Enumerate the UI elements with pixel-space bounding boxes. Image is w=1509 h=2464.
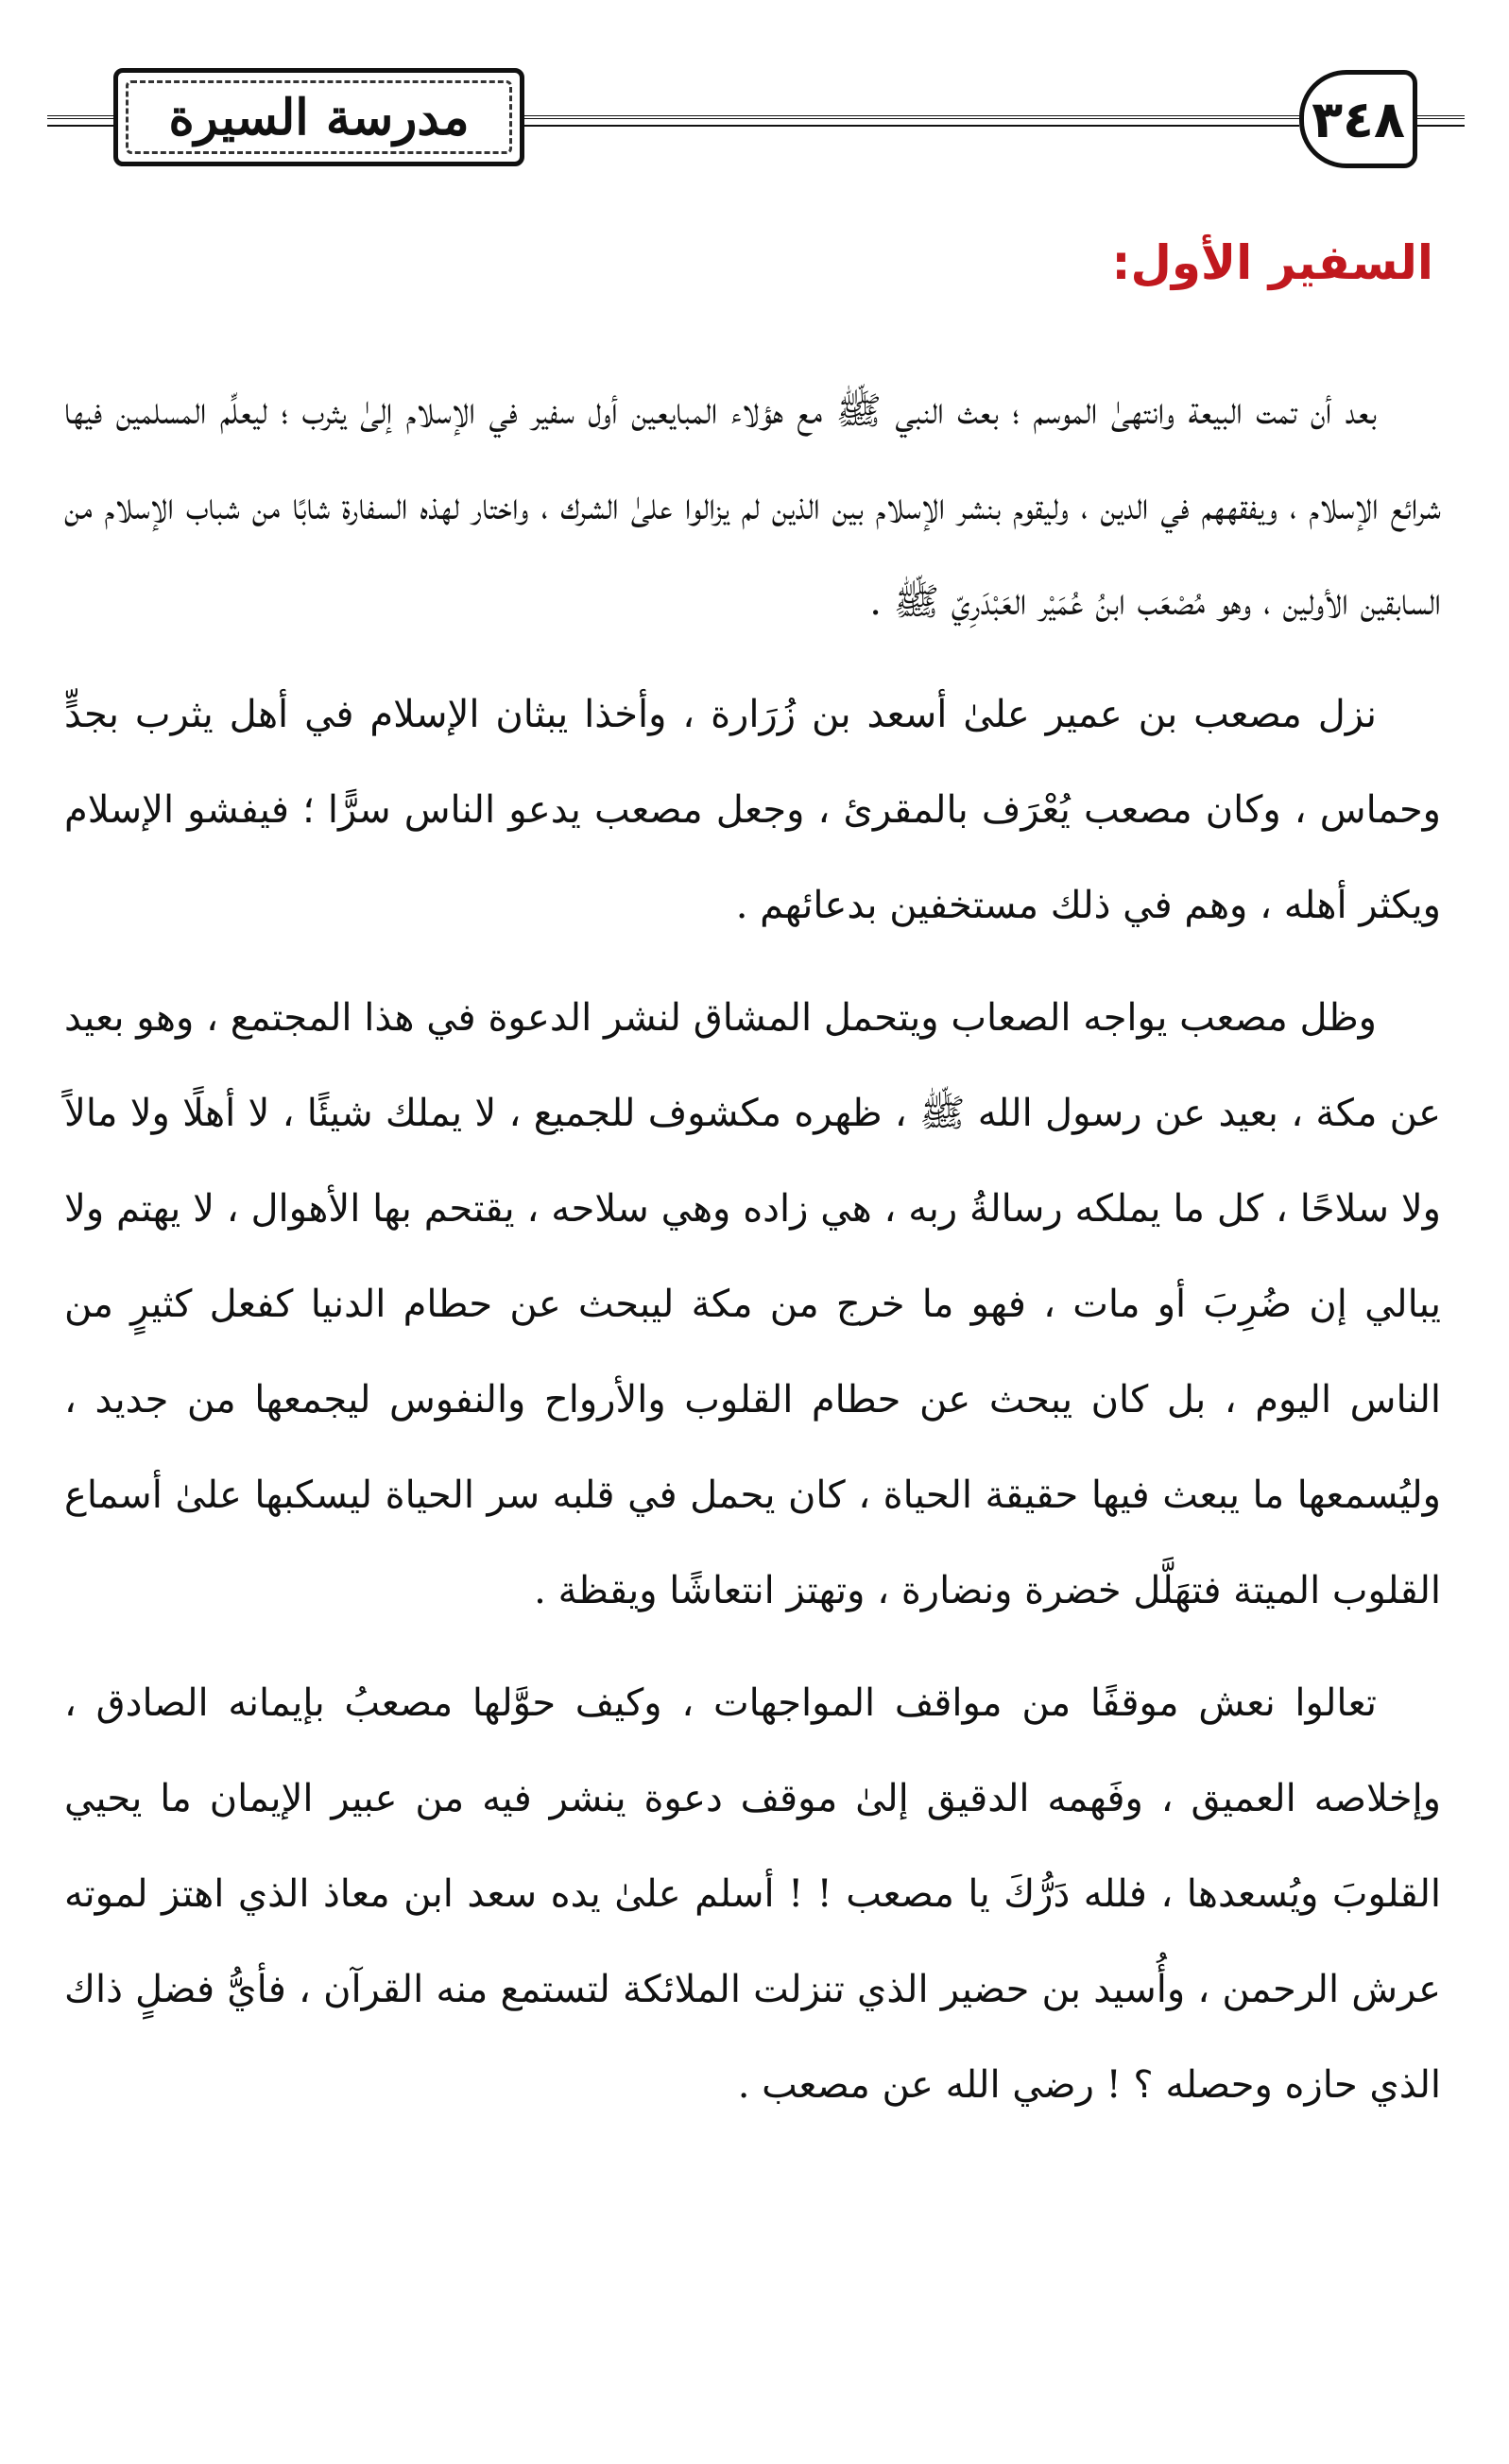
paragraph-1: بعد أن تمت البيعة وانتهىٰ الموسم ؛ بعث النبي ﷺ مع هؤلاء المبايعين أول سفير في الإسلام إلىٰ يثرب ؛ ليعلِّم المسلمين فيها شرائع الإسلام ، ويفقههم في الدين ، وليقوم بنشر الإسلام بين الذين لم يزالوا علىٰ الشرك ، واختار لهذه السفارة شابًا من شباب الإسلام من السابقين الأولين ، وهو مُصْعَب ابنُ عُمَيْر العَبْدَرِيّ ﷺ . <box>64 389 1441 624</box>
header-rule-right <box>1417 115 1465 127</box>
book-title-frame <box>113 68 524 166</box>
paragraph-4: تعالوا نعش موقفًا من مواقف المواجهات ، وكيف حوَّلها مصعبُ بإيمانه الصادق ، وإخلاصه العميق ، وفَهمه الدقيق إلىٰ موقف دعوة ينشر فيه من عبير الإيمان ما يحيي القلوبَ ويُسعدها ، فلله دَرُّكَ يا مصعب ! ! أسلم علىٰ يده سعد ابن معاذ الذي اهتز لموته عرش الرحمن ، وأُسيد بن حضير الذي تنزلت الملائكة لتستمع منه القرآن ، فأيُّ فضلٍ ذاك الذي حازه وحصله ؟ ! رضي الله عن مصعب . <box>64 1681 1441 2107</box>
header-rule-middle <box>524 115 1299 127</box>
body-text <box>64 364 1441 2150</box>
page-number: ٣٤٨ <box>1312 89 1405 149</box>
paragraph-2: نزل مصعب بن عمير علىٰ أسعد بن زُرَارة ، وأخذا يبثان الإسلام في أهل يثرب بجدٍّ وحماس ، وكان مصعب يُعْرَف بالمقرئ ، وجعل مصعب يدعو الناس سرًّا ؛ فيفشو الإسلام ويكثر أهله ، وهم في ذلك مستخفين بدعائهم . <box>64 693 1441 927</box>
page-header <box>47 49 1465 191</box>
header-rule-left <box>47 115 113 127</box>
book-title: مدرسة السيرة <box>168 88 470 146</box>
paragraph-3: وظل مصعب يواجه الصعاب ويتحمل المشاق لنشر الدعوة في هذا المجتمع ، وهو بعيد عن مكة ، بعيد عن رسول الله ﷺ ، ظهره مكشوف للجميع ، لا يملك شيئًا ، لا أهلًا ولا مالاً ولا سلاحًا ، كل ما يملكه رسالةُ ربه ، هي زاده وهي سلاحه ، يقتحم بها الأهوال ، لا يهتم ولا يبالي إن ضُرِبَ أو مات ، فهو ما خرج من مكة ليبحث عن حطام الدنيا كفعل كثيرٍ من الناس اليوم ، بل كان يبحث عن حطام القلوب والأرواح والنفوس ليجمعها من جديد ، وليُسمعها ما يبعث فيها حقيقة الحياة ، كان يحمل في قلبه سر الحياة ليسكبها علىٰ أسماع القلوب الميتة فتهَلَّل خضرة ونضارة ، وتهتز انتعاشًا ويقظة . <box>64 996 1442 1612</box>
section-heading: السفير الأول: <box>1111 235 1433 290</box>
page-number-box <box>1299 70 1417 168</box>
